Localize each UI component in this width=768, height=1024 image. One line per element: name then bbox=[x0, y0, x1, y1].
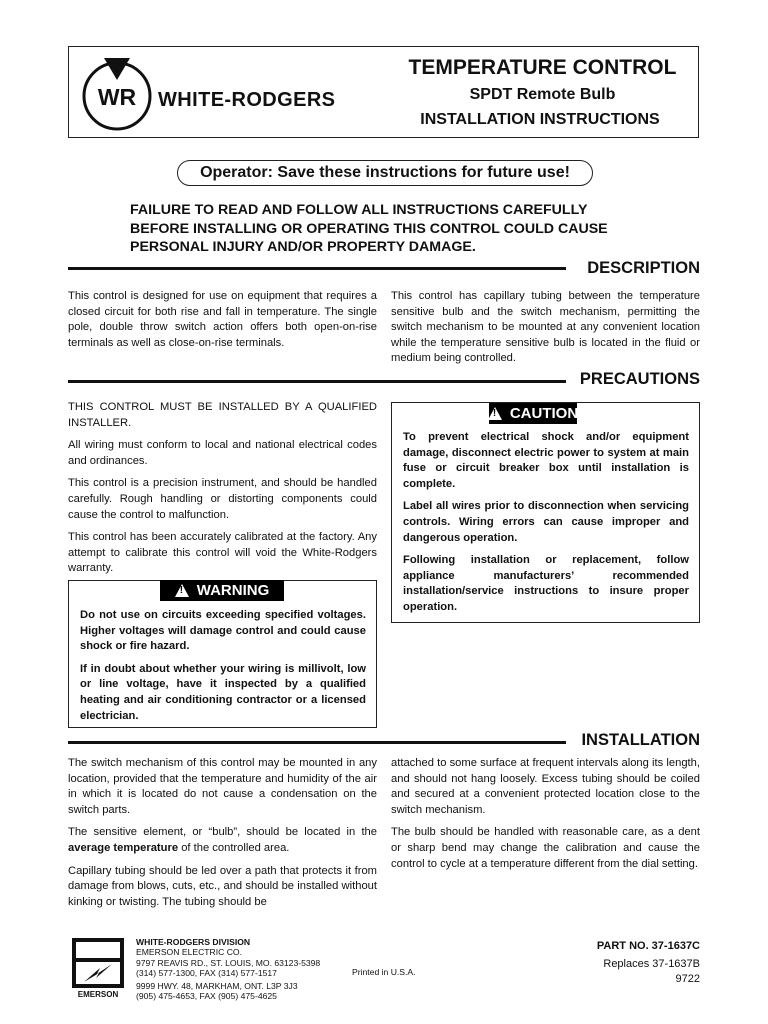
section-rule bbox=[68, 741, 566, 744]
warning-triangle-icon: ! bbox=[175, 584, 189, 597]
part-number: PART NO. 37-1637C bbox=[596, 940, 700, 952]
operator-note: Operator: Save these instructions for future use! bbox=[177, 160, 593, 186]
address-line: (314) 577-1300, FAX (314) 577-1517 bbox=[136, 968, 277, 979]
logo-word: EMERSON bbox=[77, 990, 119, 998]
paragraph bbox=[68, 825, 377, 856]
section-title-description: DESCRIPTION bbox=[587, 259, 700, 277]
warning-label-text: WARNING bbox=[196, 582, 270, 599]
description-right bbox=[391, 289, 700, 374]
replaces-part: Replaces 37-1637B bbox=[603, 958, 700, 970]
paragraph: Capillary tubing should be led over a path that protects it from damage from blows, cuts, etc., and should be installed without kinking or twisting. The tubing should be bbox=[68, 864, 377, 908]
document-heading: INSTALLATION INSTRUCTIONS bbox=[420, 111, 660, 128]
failure-warning-line: BEFORE INSTALLING OR OPERATING THIS CONTROL COULD CAUSE bbox=[130, 220, 608, 237]
paragraph: The bulb should be handled with reasonable care, as a dent or sharp bend may change the calibration and cause the control to cycle at a temperature different from the dial setting. bbox=[391, 826, 700, 870]
caution-label-text: CAUTION bbox=[509, 405, 579, 422]
address-line: 9999 HWY. 48, MARKHAM, ONT. L3P 3J3 bbox=[136, 980, 298, 991]
paragraph: If in doubt about whether your wiring is millivolt, low or line voltage, have it inspected by a qualified heating and air conditioning contractor or a licensed electrician. bbox=[80, 662, 366, 722]
bold-term: average temperature bbox=[68, 841, 179, 854]
section-title-installation: INSTALLATION bbox=[581, 731, 700, 749]
printed-in: Printed in U.S.A. bbox=[352, 967, 416, 977]
text-run: The sensitive element, or “bulb”, should be located in the bbox=[68, 826, 377, 839]
paragraph: attached to some surface at frequent intervals along its length, and should not hang loosely. Excess tubing should be coiled and secured at a convenient protected location close to the switch mechanism. bbox=[391, 757, 700, 816]
warning-label bbox=[160, 580, 284, 601]
failure-warning bbox=[130, 201, 670, 257]
address-line: EMERSON ELECTRIC CO. bbox=[136, 947, 243, 958]
paragraph: All wiring must conform to local and national electrical codes and ordinances. bbox=[68, 439, 377, 467]
description-left bbox=[68, 289, 377, 358]
paragraph: This control is a precision instrument, and should be handled carefully. Rough handling or distorting components could cause the control to malfunction. bbox=[68, 477, 377, 521]
section-rule bbox=[68, 267, 566, 270]
failure-warning-line: PERSONAL INJURY AND/OR PROPERTY DAMAGE. bbox=[130, 239, 476, 255]
paragraph: This control has capillary tubing between the temperature sensitive bulb and the switch mechanism, permitting the switch mechanism to be mounted at any convenient location while the temperature sensitive bulb is located in the fluid or medium being controlled. bbox=[391, 290, 700, 365]
warning-text bbox=[80, 608, 366, 731]
failure-warning-line: FAILURE TO READ AND FOLLOW ALL INSTRUCTIONS CAREFULLY bbox=[130, 202, 588, 218]
paragraph: Following installation or replacement, follow appliance manufacturers’ recommended installation/service instructions to insure proper operation. bbox=[403, 554, 689, 613]
footer-address bbox=[136, 937, 320, 1001]
emerson-logo bbox=[70, 938, 126, 998]
section-title-precautions: PRECAUTIONS bbox=[579, 370, 700, 388]
section-rule bbox=[68, 380, 566, 383]
address-line: WHITE-RODGERS DIVISION bbox=[136, 937, 251, 947]
caution-triangle-icon: ! bbox=[488, 407, 502, 420]
document-title: TEMPERATURE CONTROL bbox=[408, 56, 677, 79]
address-line: (905) 475-4653, FAX (905) 475-4625 bbox=[136, 991, 277, 1002]
paragraph: Do not use on circuits exceeding specified voltages. Higher voltages will damage control and could cause shock or fire hazard. bbox=[80, 609, 366, 653]
paragraph: Label all wires prior to disconnection when servicing controls. Wiring errors can cause improper and dangerous operation. bbox=[403, 500, 689, 544]
document-code: 9722 bbox=[675, 973, 700, 985]
document-subtitle: SPDT Remote Bulb bbox=[469, 86, 616, 103]
paragraph: This control has been accurately calibrated at the factory. Any attempt to calibrate this control will void the White-Rodgers warranty. bbox=[68, 531, 377, 575]
text-run: of the controlled area. bbox=[181, 841, 290, 854]
installation-right bbox=[391, 756, 700, 879]
caution-text bbox=[403, 430, 689, 623]
installation-left bbox=[68, 756, 377, 917]
paragraph: THIS CONTROL MUST BE INSTALLED BY A QUALIFIED INSTALLER. bbox=[68, 401, 377, 429]
logo-letters: WR bbox=[97, 84, 137, 110]
brand-name: WHITE-RODGERS bbox=[158, 89, 336, 111]
paragraph: This control is designed for use on equipment that requires a closed circuit for both rise and fall in temperature. The single pole, double throw switch action offers both open-on-rise terminals as well as close-on-rise terminals. bbox=[68, 290, 377, 349]
precautions-left bbox=[68, 400, 377, 584]
paragraph: To prevent electrical shock and/or equipment damage, disconnect electric power to system at main fuse or circuit breaker box until installation is complete. bbox=[403, 431, 689, 490]
paragraph: The switch mechanism of this control may be mounted in any location, provided that the temperature and humidity of the air in which it is located do not cause a condensation on the switch parts. bbox=[68, 757, 377, 816]
caution-label bbox=[489, 403, 577, 424]
white-rodgers-logo bbox=[82, 56, 152, 132]
address-line: 9797 REAVIS RD., ST. LOUIS, MO. 63123-5398 bbox=[136, 957, 321, 968]
